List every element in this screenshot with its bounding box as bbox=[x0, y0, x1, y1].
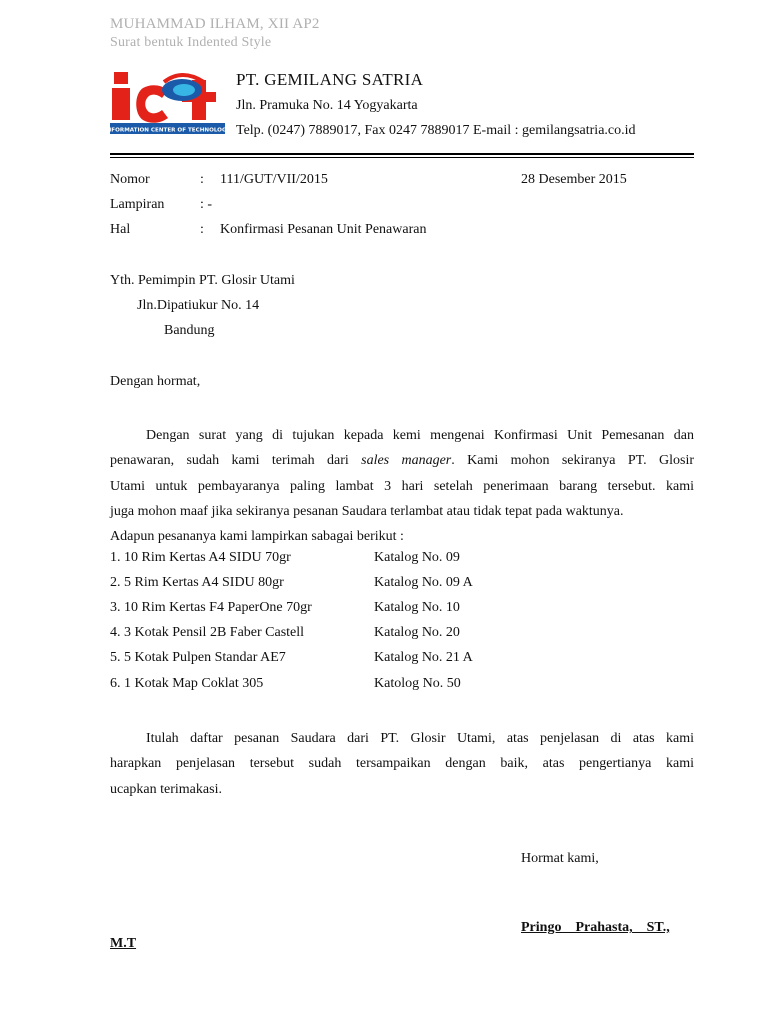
logo-caption: INFORMATION CENTER OF TECHNOLOGY bbox=[110, 127, 225, 134]
paragraph-closing bbox=[110, 726, 694, 802]
lampiran-label: Lampiran bbox=[110, 197, 165, 212]
paragraph-intro-line-1: Dengan surat yang di tujukan kepada kemi mengenai Konfirmasi Unit Pemesanan dan bbox=[146, 428, 694, 443]
list-item: 4. 3 Kotak Pensil 2B Faber Castell Katalog No. 20 bbox=[110, 625, 460, 640]
ict-logo-icon bbox=[110, 70, 225, 134]
recipient-street: Jln.Dipatiukur No. 14 bbox=[137, 298, 260, 313]
list-item: 3. 10 Rim Kertas F4 PaperOne 70gr Katalog No. 10 bbox=[110, 600, 460, 615]
author-subtitle: Surat bentuk Indented Style bbox=[110, 35, 272, 50]
paragraph-intro bbox=[110, 423, 694, 549]
paragraph-intro-line-2: penawaran, sudah kami terimah dari sales manager. Kami mohon sekiranya PT. Glosir bbox=[110, 453, 695, 469]
list-item: 6. 1 Kotak Map Coklat 305 Katolog No. 50 bbox=[110, 676, 461, 691]
paragraph-intro-line-3: Utami untuk pembayaranya paling lambat 3 hari setelah penerimaan barang tersebut. kami bbox=[110, 478, 694, 494]
letterhead-rule-thin bbox=[110, 157, 694, 158]
closing-greeting: Hormat kami, bbox=[521, 851, 599, 866]
hal-separator: : bbox=[200, 222, 204, 237]
hal-label: Hal bbox=[110, 222, 131, 237]
paragraph-intro-line-4: juga mohon maaf jika sekiranya pesanan Saudara terlambat atau tidak tepat pada waktunya. bbox=[110, 503, 624, 519]
company-address: Jln. Pramuka No. 14 Yogyakarta bbox=[236, 98, 418, 113]
recipient-name: Yth. Pemimpin PT. Glosir Utami bbox=[110, 273, 295, 288]
lampiran-value: : - bbox=[200, 197, 213, 212]
letterhead-rule-thick bbox=[110, 153, 694, 155]
nomor-label: Nomor bbox=[110, 172, 150, 187]
paragraph-intro-line-5: Adapun pesananya kami lampirkan sabagai berikut : bbox=[110, 529, 404, 545]
signature-name: Pringo Prahasta, ST., bbox=[521, 920, 670, 935]
recipient-city: Bandung bbox=[164, 323, 215, 338]
author-name: MUHAMMAD ILHAM, XII AP2 bbox=[110, 16, 320, 32]
company-contact: Telp. (0247) 7889017, Fax 0247 7889017 E-mail : gemilangsatria.co.id bbox=[236, 123, 636, 138]
sales-manager-term: sales manager bbox=[361, 453, 452, 469]
company-name: PT. GEMILANG SATRIA bbox=[236, 70, 424, 89]
paragraph-closing-line-2: harapkan penjelasan tersebut sudah tersampaikan dengan baik, atas pengertianya kami bbox=[110, 756, 694, 772]
nomor-separator: : bbox=[200, 172, 204, 187]
list-item: 5. 5 Kotak Pulpen Standar AE7 Katalog No. 21 A bbox=[110, 650, 473, 665]
salutation: Dengan hormat, bbox=[110, 374, 201, 389]
list-item: 1. 10 Rim Kertas A4 SIDU 70gr Katalog No. 09 bbox=[110, 550, 460, 565]
signature-title: M.T bbox=[110, 936, 137, 951]
letter-date: 28 Desember 2015 bbox=[521, 172, 627, 187]
paragraph-closing-line-1: Itulah daftar pesanan Saudara dari PT. Glosir Utami, atas penjelasan di atas kami bbox=[146, 731, 694, 746]
paragraph-closing-line-3: ucapkan terimakasi. bbox=[110, 781, 222, 797]
list-item: 2. 5 Rim Kertas A4 SIDU 80gr Katalog No. 09 A bbox=[110, 575, 473, 590]
hal-value: Konfirmasi Pesanan Unit Penawaran bbox=[220, 222, 427, 237]
nomor-value: 111/GUT/VII/2015 bbox=[220, 172, 328, 187]
